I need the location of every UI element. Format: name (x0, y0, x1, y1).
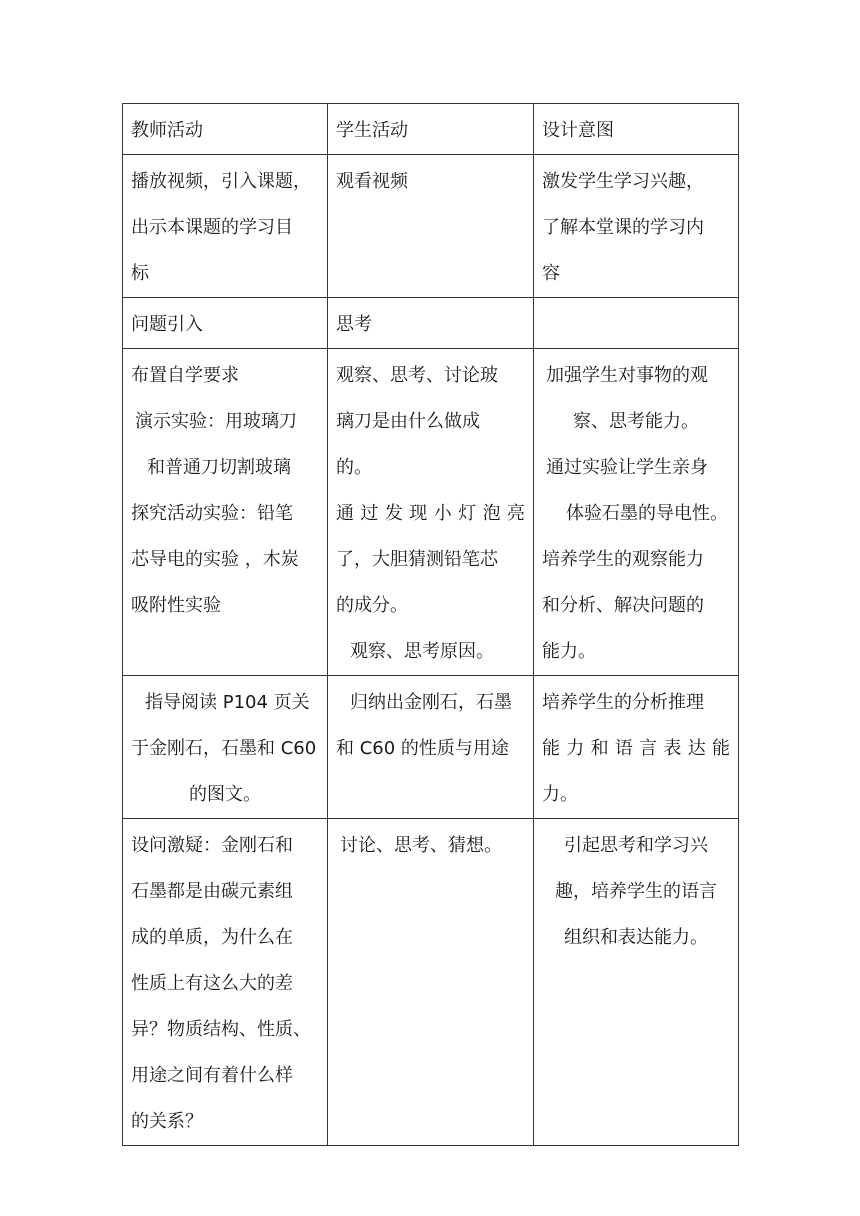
header-teacher-activity: 教师活动 (123, 104, 328, 155)
cell-line: 容 (542, 263, 560, 284)
cell-line: 布置自学要求 (131, 365, 239, 386)
cell-line: 培养学生的观察能力 (542, 549, 704, 570)
cell-line: 观察、思考原因。 (350, 641, 494, 662)
cell-line: 思考 (336, 314, 372, 335)
cell-line: 归纳出金刚石，石墨 (350, 692, 512, 713)
cell-line: 加强学生对事物的观 (546, 365, 708, 386)
header-student-activity: 学生活动 (328, 104, 534, 155)
cell-line: 趣，培养学生的语言 (555, 881, 717, 902)
cell-line: 用途之间有着什么样 (131, 1065, 293, 1086)
cell-line: 石墨都是由碳元素组 (131, 881, 293, 902)
cell-line: 的关系？ (131, 1111, 203, 1132)
cell-line: 了，大胆猜测铅笔芯 (336, 549, 498, 570)
header-design-intent: 设计意图 (534, 104, 739, 155)
cell-line: 探究活动实验：铅笔 (131, 503, 293, 524)
cell-line: 观察、思考、讨论玻 (336, 365, 498, 386)
cell-student (328, 819, 534, 1146)
table-header-row (123, 104, 739, 155)
cell-line: 体验石墨的导电性。 (566, 503, 728, 524)
cell-line: 力。 (542, 784, 578, 805)
table-row (123, 298, 739, 349)
cell-line: 指导阅读 P104 页关 (145, 692, 310, 713)
cell-line: 观看视频 (336, 171, 408, 192)
cell-line: 璃刀是由什么做成 (336, 411, 480, 432)
cell-line: 了解本堂课的学习内 (542, 217, 704, 238)
cell-design (534, 298, 739, 349)
cell-teacher (123, 819, 328, 1146)
cell-teacher (123, 349, 328, 676)
cell-line: 性质上有这么大的差 (131, 973, 293, 994)
cell-line: 出示本课题的学习目 (131, 217, 293, 238)
table-row (123, 349, 739, 676)
cell-student (328, 676, 534, 819)
cell-line: 的。 (336, 457, 372, 478)
cell-line: 能力和语言表达能 (542, 738, 730, 759)
cell-line: 问题引入 (131, 314, 203, 335)
cell-line: 异？物质结构、性质、 (131, 1019, 311, 1040)
cell-line: 通过发现小灯泡亮 (336, 503, 525, 524)
cell-line: 成的单质，为什么在 (131, 927, 293, 948)
lesson-plan-table (122, 103, 739, 1146)
cell-line: 和分析、解决问题的 (542, 595, 704, 616)
cell-line: 培养学生的分析推理 (542, 692, 704, 713)
cell-line: 引起思考和学习兴 (564, 835, 708, 856)
cell-line: 组织和表达能力。 (564, 927, 708, 948)
cell-line: 芯导电的实验 ，木炭 (131, 549, 299, 570)
cell-design (534, 676, 739, 819)
cell-design (534, 349, 739, 676)
table-row (123, 155, 739, 298)
cell-line: 能力。 (542, 641, 596, 662)
cell-teacher (123, 298, 328, 349)
cell-design (534, 819, 739, 1146)
cell-line: 标 (131, 263, 149, 284)
cell-line: 和 C60 的性质与用途 (336, 738, 509, 759)
cell-line: 吸附性实验 (131, 595, 221, 616)
cell-line: 于金刚石，石墨和 C60 (131, 738, 317, 759)
cell-line: 的成分。 (336, 595, 408, 616)
cell-line: 和普通刀切割玻璃 (147, 457, 291, 478)
cell-student (328, 298, 534, 349)
cell-line: 通过实验让学生亲身 (546, 457, 708, 478)
cell-line: 激发学生学习兴趣， (542, 171, 704, 192)
table-row (123, 676, 739, 819)
cell-line: 设问激疑：金刚石和 (131, 835, 293, 856)
cell-student (328, 349, 534, 676)
cell-teacher (123, 155, 328, 298)
cell-student (328, 155, 534, 298)
cell-line: 演示实验：用玻璃刀 (135, 411, 297, 432)
cell-design (534, 155, 739, 298)
cell-line: 播放视频，引入课题， (131, 171, 311, 192)
cell-line: 察、思考能力。 (573, 411, 699, 432)
table-row (123, 819, 739, 1146)
cell-line: 讨论、思考、猜想。 (340, 835, 502, 856)
cell-teacher (123, 676, 328, 819)
cell-line: 的图文。 (189, 784, 261, 805)
